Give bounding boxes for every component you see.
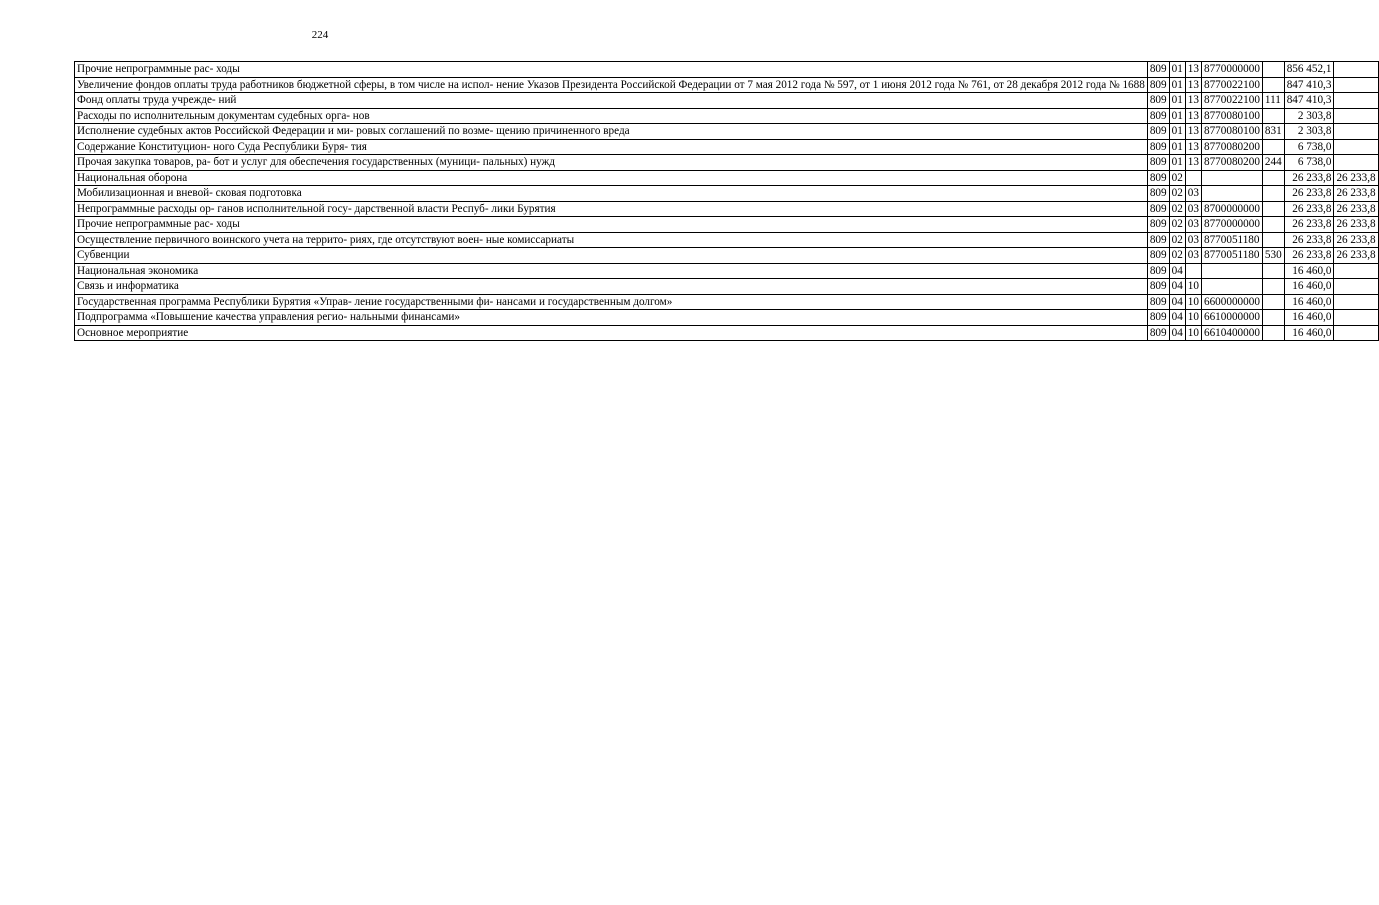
row-code: 809 <box>1147 263 1169 279</box>
row-sum-subvention <box>1334 263 1378 279</box>
row-name: Прочие непрограммные рас- ходы <box>75 62 1148 78</box>
row-sum: 16 460,0 <box>1284 279 1334 295</box>
row-name: Прочая закупка товаров, ра- бот и услуг для обеспечения государственных (муници- пальных) нужд <box>75 155 1148 171</box>
row-name: Мобилизационная и вневой- сковая подготовка <box>75 186 1148 202</box>
row-subsection: 10 <box>1185 294 1201 310</box>
budget-table <box>74 61 1379 341</box>
row-code: 809 <box>1147 108 1169 124</box>
row-name: Фонд оплаты труда учрежде- ний <box>75 93 1148 109</box>
row-sum-subvention <box>1334 294 1378 310</box>
row-sum-subvention: 26 233,8 <box>1334 170 1378 186</box>
row-article: 6610400000 <box>1201 325 1262 341</box>
row-expense-type <box>1262 294 1284 310</box>
row-article: 8770000000 <box>1201 62 1262 78</box>
row-expense-type <box>1262 232 1284 248</box>
row-sum: 16 460,0 <box>1284 310 1334 326</box>
row-article: 6610000000 <box>1201 310 1262 326</box>
row-sum: 16 460,0 <box>1284 294 1334 310</box>
row-subsection: 13 <box>1185 108 1201 124</box>
row-sum: 26 233,8 <box>1284 186 1334 202</box>
row-subsection: 13 <box>1185 139 1201 155</box>
row-name: Непрограммные расходы ор- ганов исполнительной госу- дарственной власти Респуб- лики Бурятия <box>75 201 1148 217</box>
row-sum: 26 233,8 <box>1284 232 1334 248</box>
row-article <box>1201 279 1262 295</box>
row-expense-type <box>1262 201 1284 217</box>
row-article: 8770051180 <box>1201 232 1262 248</box>
row-code: 809 <box>1147 139 1169 155</box>
row-expense-type: 111 <box>1262 93 1284 109</box>
table-row <box>75 310 1379 326</box>
row-name: Осуществление первичного воинского учета на террито- риях, где отсутствуют воен- ные комиссариаты <box>75 232 1148 248</box>
budget-table-body <box>75 62 1379 341</box>
row-section: 04 <box>1169 294 1185 310</box>
row-article: 8770080100 <box>1201 124 1262 140</box>
row-sum-subvention: 26 233,8 <box>1334 248 1378 264</box>
row-code: 809 <box>1147 124 1169 140</box>
row-subsection: 03 <box>1185 248 1201 264</box>
table-row <box>75 155 1379 171</box>
row-article: 8770051180 <box>1201 248 1262 264</box>
row-sum: 6 738,0 <box>1284 155 1334 171</box>
row-subsection: 03 <box>1185 201 1201 217</box>
row-article: 8770080200 <box>1201 139 1262 155</box>
row-name: Прочие непрограммные рас- ходы <box>75 217 1148 233</box>
row-sum-subvention <box>1334 93 1378 109</box>
row-expense-type <box>1262 77 1284 93</box>
table-row <box>75 124 1379 140</box>
row-code: 809 <box>1147 62 1169 78</box>
row-code: 809 <box>1147 325 1169 341</box>
row-section: 01 <box>1169 77 1185 93</box>
row-code: 809 <box>1147 248 1169 264</box>
row-name: Содержание Конституцион- ного Суда Республики Буря- тия <box>75 139 1148 155</box>
row-expense-type <box>1262 279 1284 295</box>
row-section: 04 <box>1169 325 1185 341</box>
row-name: Основное мероприятие <box>75 325 1148 341</box>
table-row <box>75 263 1379 279</box>
row-sum-subvention <box>1334 108 1378 124</box>
row-section: 01 <box>1169 62 1185 78</box>
row-article: 6600000000 <box>1201 294 1262 310</box>
row-sum: 856 452,1 <box>1284 62 1334 78</box>
row-expense-type <box>1262 217 1284 233</box>
row-sum-subvention: 26 233,8 <box>1334 217 1378 233</box>
row-section: 04 <box>1169 263 1185 279</box>
row-subsection: 13 <box>1185 62 1201 78</box>
table-row <box>75 77 1379 93</box>
row-expense-type: 244 <box>1262 155 1284 171</box>
row-subsection: 10 <box>1185 279 1201 295</box>
row-sum: 26 233,8 <box>1284 248 1334 264</box>
row-sum-subvention <box>1334 279 1378 295</box>
row-sum-subvention <box>1334 310 1378 326</box>
row-sum: 847 410,3 <box>1284 93 1334 109</box>
row-sum-subvention: 26 233,8 <box>1334 186 1378 202</box>
row-sum: 26 233,8 <box>1284 217 1334 233</box>
row-section: 01 <box>1169 93 1185 109</box>
table-row <box>75 325 1379 341</box>
row-code: 809 <box>1147 201 1169 217</box>
row-code: 809 <box>1147 217 1169 233</box>
row-sum-subvention <box>1334 124 1378 140</box>
row-section: 02 <box>1169 186 1185 202</box>
row-code: 809 <box>1147 310 1169 326</box>
row-expense-type: 831 <box>1262 124 1284 140</box>
row-section: 02 <box>1169 170 1185 186</box>
row-sum: 847 410,3 <box>1284 77 1334 93</box>
row-name: Государственная программа Республики Бурятия «Управ- ление государственными фи- нансами и государственным долгом» <box>75 294 1148 310</box>
row-expense-type <box>1262 325 1284 341</box>
row-section: 02 <box>1169 232 1185 248</box>
row-code: 809 <box>1147 170 1169 186</box>
table-row <box>75 186 1379 202</box>
row-article: 8700000000 <box>1201 201 1262 217</box>
row-name: Субвенции <box>75 248 1148 264</box>
row-article <box>1201 263 1262 279</box>
table-row <box>75 170 1379 186</box>
row-section: 01 <box>1169 108 1185 124</box>
table-row <box>75 139 1379 155</box>
row-sum-subvention <box>1334 62 1378 78</box>
row-sum: 2 303,8 <box>1284 124 1334 140</box>
row-subsection: 03 <box>1185 232 1201 248</box>
row-article <box>1201 170 1262 186</box>
row-expense-type <box>1262 170 1284 186</box>
page-number: 224 <box>311 29 329 41</box>
row-sum: 16 460,0 <box>1284 325 1334 341</box>
row-sum: 16 460,0 <box>1284 263 1334 279</box>
row-code: 809 <box>1147 294 1169 310</box>
row-subsection: 10 <box>1185 310 1201 326</box>
table-row <box>75 294 1379 310</box>
row-article: 8770000000 <box>1201 217 1262 233</box>
row-article: 8770022100 <box>1201 93 1262 109</box>
row-code: 809 <box>1147 232 1169 248</box>
table-row <box>75 93 1379 109</box>
row-code: 809 <box>1147 155 1169 171</box>
row-section: 01 <box>1169 139 1185 155</box>
row-section: 02 <box>1169 248 1185 264</box>
row-subsection: 13 <box>1185 77 1201 93</box>
row-subsection: 13 <box>1185 124 1201 140</box>
row-sum-subvention <box>1334 155 1378 171</box>
row-section: 01 <box>1169 124 1185 140</box>
table-row <box>75 108 1379 124</box>
table-row <box>75 232 1379 248</box>
row-section: 04 <box>1169 310 1185 326</box>
row-sum-subvention: 26 233,8 <box>1334 232 1378 248</box>
row-article <box>1201 186 1262 202</box>
row-name: Национальная экономика <box>75 263 1148 279</box>
row-article: 8770022100 <box>1201 77 1262 93</box>
row-sum: 2 303,8 <box>1284 108 1334 124</box>
row-name: Расходы по исполнительным документам судебных орга- нов <box>75 108 1148 124</box>
row-code: 809 <box>1147 186 1169 202</box>
row-name: Связь и информатика <box>75 279 1148 295</box>
row-name: Увеличение фондов оплаты труда работников бюджетной сферы, в том числе на испол- нение Указов Президента Российской Федерации от 7 мая 2012 года № 597, от 1 июня 2012 года № 761, от 28 декабря 2012 года № 1688 <box>75 77 1148 93</box>
table-row <box>75 201 1379 217</box>
row-name: Подпрограмма «Повышение качества управления регио- нальными финансами» <box>75 310 1148 326</box>
row-article: 8770080200 <box>1201 155 1262 171</box>
table-row <box>75 279 1379 295</box>
row-code: 809 <box>1147 77 1169 93</box>
row-code: 809 <box>1147 93 1169 109</box>
row-sum-subvention <box>1334 77 1378 93</box>
table-row <box>75 62 1379 78</box>
row-expense-type <box>1262 62 1284 78</box>
row-expense-type <box>1262 108 1284 124</box>
row-expense-type <box>1262 263 1284 279</box>
row-subsection: 03 <box>1185 217 1201 233</box>
row-section: 02 <box>1169 217 1185 233</box>
table-row <box>75 248 1379 264</box>
row-subsection: 03 <box>1185 186 1201 202</box>
row-sum-subvention <box>1334 139 1378 155</box>
row-subsection: 13 <box>1185 155 1201 171</box>
row-subsection <box>1185 263 1201 279</box>
row-expense-type <box>1262 186 1284 202</box>
table-row <box>75 217 1379 233</box>
row-article: 8770080100 <box>1201 108 1262 124</box>
row-name: Исполнение судебных актов Российской Федерации и ми- ровых соглашений по возме- щению причиненного вреда <box>75 124 1148 140</box>
row-section: 04 <box>1169 279 1185 295</box>
row-sum-subvention: 26 233,8 <box>1334 201 1378 217</box>
row-expense-type <box>1262 310 1284 326</box>
row-expense-type <box>1262 139 1284 155</box>
row-name: Национальная оборона <box>75 170 1148 186</box>
row-sum: 6 738,0 <box>1284 139 1334 155</box>
row-sum: 26 233,8 <box>1284 201 1334 217</box>
row-subsection: 13 <box>1185 93 1201 109</box>
row-section: 01 <box>1169 155 1185 171</box>
row-subsection: 10 <box>1185 325 1201 341</box>
row-expense-type: 530 <box>1262 248 1284 264</box>
row-code: 809 <box>1147 279 1169 295</box>
row-sum: 26 233,8 <box>1284 170 1334 186</box>
row-sum-subvention <box>1334 325 1378 341</box>
row-subsection <box>1185 170 1201 186</box>
row-section: 02 <box>1169 201 1185 217</box>
